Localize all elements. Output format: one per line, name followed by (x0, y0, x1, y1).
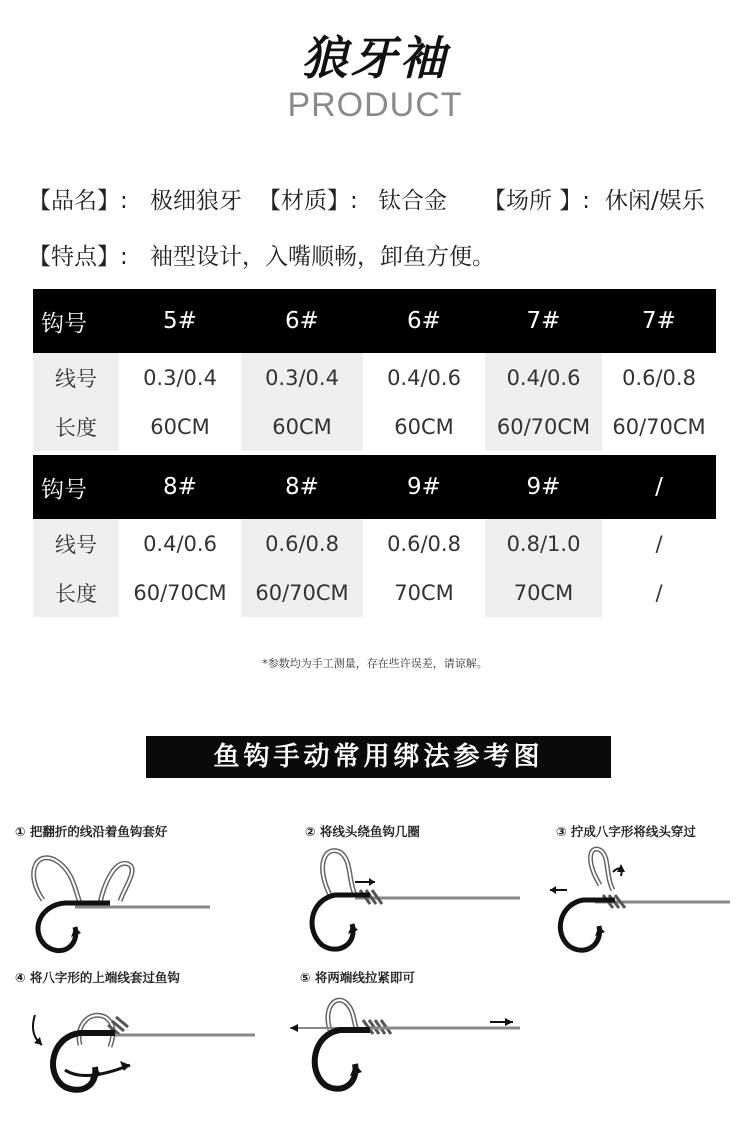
info-material-label: 【材质】: (258, 188, 358, 214)
info-name-label: 【品名】: (28, 188, 128, 214)
hook-size: 8# (241, 455, 363, 519)
page-subtitle: PRODUCT (287, 86, 463, 124)
length-value: 60/70CM (133, 580, 227, 605)
length-value: 60/70CM (241, 568, 363, 617)
length-value: 70CM (485, 568, 602, 617)
hook-size: 7# (602, 289, 716, 353)
length-value: 70CM (394, 580, 454, 605)
line-size: 0.4/0.6 (485, 353, 602, 402)
length-value: 60CM (150, 414, 210, 439)
hook-size: 5# (119, 289, 241, 353)
length-value: 60CM (394, 414, 454, 439)
line-label: 线号 (33, 353, 119, 402)
hook-size: / (602, 455, 716, 519)
spec-table-1 (33, 289, 716, 451)
info-name-value: 极细狼牙 (150, 188, 242, 214)
line-size: / (655, 531, 663, 556)
hook-label: 钩号 (33, 455, 119, 519)
hook-size: 6# (241, 289, 363, 353)
hook-size: 8# (119, 455, 241, 519)
info-place-value: 休闲/娱乐 (605, 188, 705, 214)
length-label: 长度 (33, 402, 119, 451)
step-4-label: ④ 将八字形的上端线套过鱼钩 (15, 970, 180, 985)
step-5-label: ⑤ 将两端线拉紧即可 (300, 970, 415, 985)
step-3-label: ③ 拧成八字形将线头穿过 (556, 824, 696, 839)
knot-guide-banner: 鱼钩手动常用绑法参考图 (146, 736, 611, 778)
line-size: 0.3/0.4 (241, 353, 363, 402)
length-value: 60/70CM (485, 402, 602, 451)
hook-size: 9# (485, 455, 602, 519)
line-size: 0.3/0.4 (143, 365, 217, 390)
line-size: 0.8/1.0 (485, 519, 602, 568)
info-feature-label: 【特点】: (28, 244, 128, 270)
hook-size: 6# (363, 289, 485, 353)
step-1-hook-diagram (25, 845, 225, 960)
length-value: 60/70CM (612, 414, 706, 439)
step-3-hook-diagram (545, 840, 735, 960)
step-1-label: ① 把翻折的线沿着鱼钩套好 (15, 824, 168, 839)
info-material-value: 钛合金 (378, 188, 447, 214)
info-place-label: 【场所 】: (483, 188, 591, 214)
step-4-hook-diagram (20, 995, 260, 1100)
page-title: 狼牙袖 (301, 31, 449, 85)
hook-size: 9# (363, 455, 485, 519)
length-value: / (655, 580, 663, 605)
step-2-hook-diagram (300, 840, 525, 960)
length-label: 长度 (33, 568, 119, 617)
step-2-label: ② 将线头绕鱼钩几圈 (305, 824, 420, 839)
length-value: 60CM (241, 402, 363, 451)
spec-table-2 (33, 455, 716, 617)
line-size: 0.4/0.6 (387, 365, 461, 390)
info-feature-value: 袖型设计，入嘴顺畅，卸鱼方便。 (150, 244, 495, 270)
line-label: 线号 (33, 519, 119, 568)
measurement-note: *参数均为手工测量，存在些许误差，请谅解。 (262, 657, 488, 670)
line-size: 0.6/0.8 (622, 365, 696, 390)
hook-size: 7# (485, 289, 602, 353)
line-size: 0.6/0.8 (387, 531, 461, 556)
line-size: 0.4/0.6 (143, 531, 217, 556)
step-5-hook-diagram (285, 990, 525, 1100)
hook-label: 钩号 (33, 289, 119, 353)
line-size: 0.6/0.8 (241, 519, 363, 568)
